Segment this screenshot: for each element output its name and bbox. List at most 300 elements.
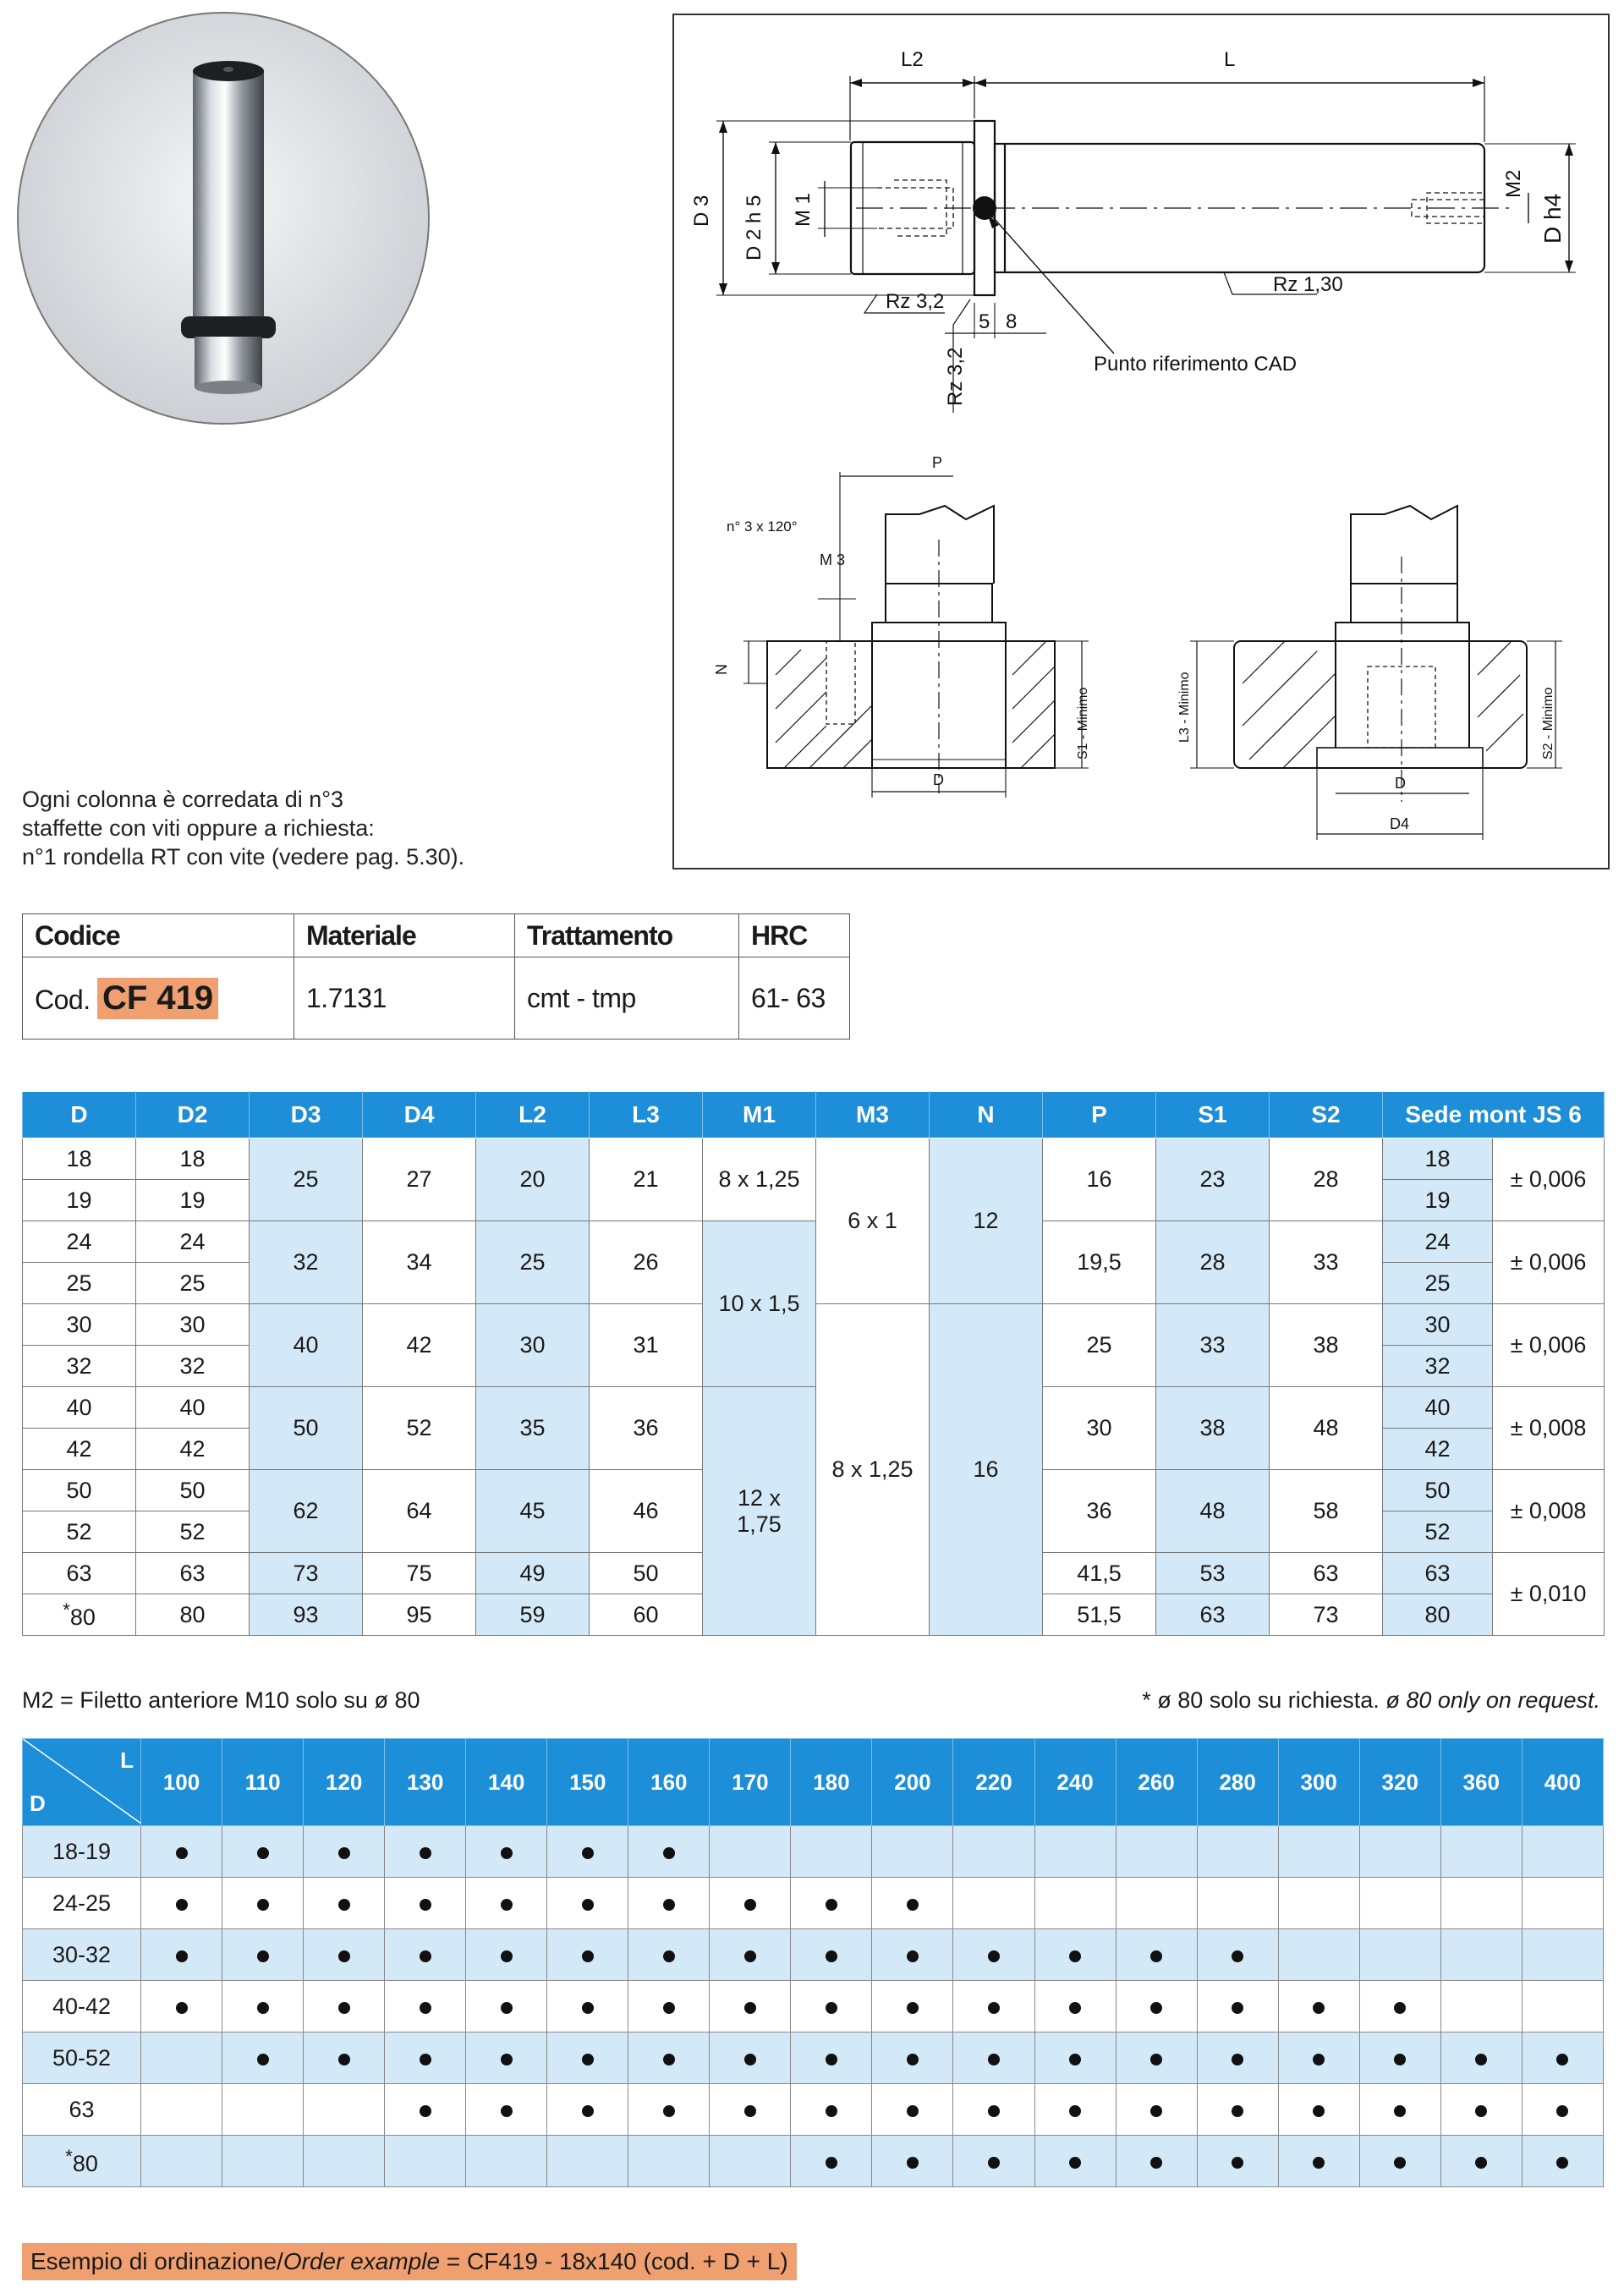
availability-cell — [141, 1929, 222, 1981]
cell-S1: 33 — [1156, 1304, 1270, 1387]
availability-cell — [1278, 1878, 1359, 1929]
order-rest: = CF419 - 18x140 (cod. + D + L) — [440, 2248, 788, 2274]
cell-S2: 48 — [1270, 1387, 1383, 1470]
available-dot — [1394, 2002, 1406, 2014]
available-dot — [420, 2054, 431, 2065]
cell-L2: 20 — [476, 1138, 590, 1221]
availability-cell — [1034, 2032, 1116, 2084]
star-note-it: * ø 80 solo su richiesta. — [1142, 1687, 1380, 1713]
cell-L3: 50 — [590, 1553, 703, 1594]
availability-cell — [628, 2084, 710, 2136]
availability-cell — [1034, 1826, 1116, 1878]
availability-cell — [1197, 2136, 1278, 2187]
available-dot — [582, 2054, 594, 2065]
availability-cell — [872, 2136, 953, 2187]
dim-N: N — [713, 664, 730, 675]
available-dot — [176, 1847, 188, 1859]
product-code: CF 419 — [97, 978, 218, 1019]
availability-row — [23, 1929, 1604, 1981]
available-dot — [1475, 2157, 1487, 2169]
available-dot — [501, 1899, 513, 1911]
available-dot — [907, 2157, 919, 2169]
availability-cell — [628, 1981, 710, 2032]
cell-P: 30 — [1043, 1387, 1156, 1470]
availability-cell — [1440, 2032, 1522, 2084]
diameter-label — [23, 1878, 141, 1929]
available-dot — [582, 2002, 594, 2014]
dim-8: 8 — [1006, 310, 1018, 333]
availability-cell — [791, 1826, 872, 1878]
col-header: D — [23, 1092, 136, 1138]
availability-cell — [1197, 1878, 1278, 1929]
dim-rz32-vertical: Rz 3,2 — [944, 347, 967, 406]
length-header: 200 — [872, 1739, 953, 1826]
cell-sede: 32 — [1383, 1346, 1493, 1387]
order-it: Esempio di ordinazione/ — [30, 2248, 283, 2274]
cell-P: 51,5 — [1043, 1594, 1156, 1636]
available-dot — [1475, 2105, 1487, 2117]
availability-cell — [1034, 1929, 1116, 1981]
diameter-value: 30-32 — [52, 1941, 112, 1967]
length-header: 320 — [1359, 1739, 1440, 1826]
available-dot — [1313, 2105, 1325, 2117]
availability-cell — [710, 2032, 791, 2084]
availability-cell — [466, 1826, 547, 1878]
availability-cell — [872, 1826, 953, 1878]
header-codice: Codice — [23, 914, 294, 957]
order-en: Order example — [283, 2248, 441, 2274]
cell-D: 32 — [23, 1346, 136, 1387]
diameter-label — [23, 2084, 141, 2136]
available-dot — [1150, 2157, 1162, 2169]
available-dot — [257, 1899, 269, 1911]
available-dot — [1069, 2105, 1081, 2117]
availability-cell — [547, 1826, 628, 1878]
cell-P: 16 — [1043, 1138, 1156, 1221]
cell-sede: 18 — [1383, 1138, 1493, 1180]
availability-cell — [953, 1826, 1034, 1878]
cell-L3: 31 — [590, 1304, 703, 1387]
dim-M3: M 3 — [820, 551, 846, 568]
diameter-value: 18-19 — [52, 1838, 112, 1864]
col-header: D4 — [363, 1092, 476, 1138]
availability-row — [23, 2032, 1604, 2084]
cell-L3: 36 — [590, 1387, 703, 1470]
availability-cell — [1522, 2136, 1603, 2187]
dim-D2h5: D 2 h 5 — [743, 195, 765, 261]
cell-D2: 50 — [136, 1470, 250, 1511]
cell-M1 — [703, 1387, 816, 1636]
cell-P: 36 — [1043, 1470, 1156, 1553]
cell-D2: 24 — [136, 1221, 250, 1263]
corner-D: D — [30, 1791, 46, 1816]
available-dot — [420, 1847, 431, 1859]
availability-cell — [385, 1826, 466, 1878]
cell-D3: 40 — [250, 1304, 363, 1387]
cell-L2: 59 — [476, 1594, 590, 1636]
cell-sede: 50 — [1383, 1470, 1493, 1511]
availability-cell — [1278, 1929, 1359, 1981]
availability-cell — [791, 2136, 872, 2187]
availability-cell — [466, 1878, 547, 1929]
availability-cell — [872, 1878, 953, 1929]
cell-sede: 63 — [1383, 1553, 1493, 1594]
available-dot — [1556, 2054, 1568, 2065]
cell-D4: 42 — [363, 1304, 476, 1387]
availability-cell — [222, 2084, 304, 2136]
dim-D-left: D — [933, 771, 944, 788]
cell-D4: 52 — [363, 1387, 476, 1470]
availability-cell — [872, 1929, 953, 1981]
availability-row — [23, 1878, 1604, 1929]
star-note — [1142, 1687, 1600, 1714]
cell-sede: 52 — [1383, 1511, 1493, 1553]
cell-D2: 30 — [136, 1304, 250, 1346]
col-header: L2 — [476, 1092, 590, 1138]
availability-cell — [304, 1929, 385, 1981]
available-dot — [420, 1899, 431, 1911]
dimensions-table — [22, 1091, 1605, 1636]
available-dot — [744, 1899, 756, 1911]
availability-cell — [304, 1826, 385, 1878]
length-header: 130 — [385, 1739, 466, 1826]
availability-cell — [710, 2084, 791, 2136]
length-header: 220 — [953, 1739, 1034, 1826]
cell-D3: 73 — [250, 1553, 363, 1594]
cod-prefix: Cod. — [35, 984, 91, 1015]
availability-cell — [385, 1929, 466, 1981]
col-header-sede: Sede mont JS 6 — [1383, 1092, 1605, 1138]
dim-M1: M 1 — [792, 192, 815, 227]
available-dot — [663, 1899, 675, 1911]
diameter-value: 80 — [72, 2150, 98, 2176]
available-dot — [1232, 2002, 1243, 2014]
availability-cell — [1278, 2136, 1359, 2187]
cell-L3: 60 — [590, 1594, 703, 1636]
availability-cell — [1116, 1929, 1197, 1981]
dim-M2: M2 — [1502, 169, 1525, 198]
length-header: 140 — [466, 1739, 547, 1826]
availability-cell — [547, 1929, 628, 1981]
product-photo — [15, 10, 431, 426]
m1-line: 12 x — [737, 1484, 782, 1511]
availability-cell — [1440, 1878, 1522, 1929]
star-mark: * — [65, 2145, 73, 2167]
availability-cell — [466, 2136, 547, 2187]
availability-cell — [1197, 1981, 1278, 2032]
availability-cell — [1116, 1878, 1197, 1929]
available-dot — [1313, 2002, 1325, 2014]
availability-cell — [547, 2136, 628, 2187]
cell-D2: 42 — [136, 1429, 250, 1470]
availability-cell — [466, 1981, 547, 2032]
availability-cell — [1359, 2136, 1440, 2187]
cell-P: 19,5 — [1043, 1221, 1156, 1304]
cell-D3: 25 — [250, 1138, 363, 1221]
dim-P: P — [932, 454, 943, 471]
availability-cell — [1278, 2032, 1359, 2084]
availability-cell — [710, 1981, 791, 2032]
availability-cell — [710, 2136, 791, 2187]
availability-cell — [1116, 2032, 1197, 2084]
dim-D3: D 3 — [690, 195, 713, 227]
cell-D4: 34 — [363, 1221, 476, 1304]
diameter-value: 40-42 — [52, 1993, 112, 2019]
dim-Dh4: D h4 — [1539, 193, 1566, 244]
available-dot — [826, 2054, 837, 2065]
cell-tolerance: ± 0,006 — [1493, 1221, 1605, 1304]
cell-D: 50 — [23, 1470, 136, 1511]
cell-N: 12 — [930, 1138, 1043, 1304]
availability-cell — [304, 2032, 385, 2084]
accessory-note — [22, 785, 631, 871]
availability-cell — [953, 2136, 1034, 2187]
availability-cell — [1034, 1981, 1116, 2032]
availability-cell — [1522, 1981, 1603, 2032]
cell-S2: 58 — [1270, 1470, 1383, 1553]
availability-cell — [628, 2032, 710, 2084]
available-dot — [257, 1950, 269, 1962]
cell-tolerance: ± 0,008 — [1493, 1470, 1605, 1553]
col-header: S1 — [1156, 1092, 1270, 1138]
availability-row — [23, 2084, 1604, 2136]
availability-cell — [222, 1929, 304, 1981]
cell-M3: 8 x 1,25 — [816, 1304, 930, 1636]
availability-cell — [304, 1878, 385, 1929]
available-dot — [257, 1847, 269, 1859]
cell-D-value: 80 — [69, 1604, 96, 1630]
availability-cell — [628, 2136, 710, 2187]
cell-sede: 80 — [1383, 1594, 1493, 1636]
cell-L2: 35 — [476, 1387, 590, 1470]
availability-cell — [791, 1929, 872, 1981]
length-header: 160 — [628, 1739, 710, 1826]
available-dot — [582, 1847, 594, 1859]
availability-cell — [304, 1981, 385, 2032]
col-header: S2 — [1270, 1092, 1383, 1138]
cell-D4: 95 — [363, 1594, 476, 1636]
cell-S1: 38 — [1156, 1387, 1270, 1470]
col-header: M3 — [816, 1092, 930, 1138]
cell-L2: 49 — [476, 1553, 590, 1594]
cell-sede: 25 — [1383, 1263, 1493, 1304]
order-example — [22, 2243, 797, 2280]
availability-cell — [1522, 2032, 1603, 2084]
cell-D: 19 — [23, 1180, 136, 1221]
availability-row — [23, 1981, 1604, 2032]
available-dot — [501, 1847, 513, 1859]
cell-D2: 40 — [136, 1387, 250, 1429]
available-dot — [663, 2002, 675, 2014]
availability-cell — [791, 2084, 872, 2136]
availability-cell — [791, 1878, 872, 1929]
trattamento-value: cmt - tmp — [515, 957, 739, 1040]
length-header: 100 — [141, 1739, 222, 1826]
cell-D2: 18 — [136, 1138, 250, 1180]
cell-tolerance: ± 0,010 — [1493, 1553, 1605, 1636]
availability-cell — [1359, 1878, 1440, 1929]
availability-cell — [141, 2136, 222, 2187]
availability-cell — [222, 1981, 304, 2032]
availability-cell — [1440, 1826, 1522, 1878]
availability-cell — [872, 2084, 953, 2136]
available-dot — [338, 2002, 350, 2014]
available-dot — [501, 2054, 513, 2065]
availability-cell — [628, 1826, 710, 1878]
availability-cell — [1034, 1878, 1116, 1929]
availability-cell — [872, 1981, 953, 2032]
cell-D: 63 — [23, 1553, 136, 1594]
diameter-value: 50-52 — [52, 2044, 112, 2071]
available-dot — [1475, 2054, 1487, 2065]
availability-cell — [628, 1878, 710, 1929]
length-header: 170 — [710, 1739, 791, 1826]
available-dot — [420, 2105, 431, 2117]
availability-cell — [1359, 2032, 1440, 2084]
available-dot — [744, 2054, 756, 2065]
table-row — [23, 1138, 1605, 1180]
availability-cell — [1359, 1929, 1440, 1981]
available-dot — [1394, 2054, 1406, 2065]
available-dot — [907, 2002, 919, 2014]
availability-cell — [953, 1878, 1034, 1929]
availability-cell — [872, 2032, 953, 2084]
availability-cell — [1522, 1929, 1603, 1981]
cell-S1: 63 — [1156, 1594, 1270, 1636]
availability-cell — [710, 1826, 791, 1878]
available-dot — [257, 2054, 269, 2065]
available-dot — [1394, 2157, 1406, 2169]
col-header: L3 — [590, 1092, 703, 1138]
available-dot — [176, 2002, 188, 2014]
cell-D4: 75 — [363, 1553, 476, 1594]
length-header: 300 — [1278, 1739, 1359, 1826]
availability-cell — [1522, 1826, 1603, 1878]
available-dot — [1069, 1950, 1081, 1962]
availability-cell — [547, 1878, 628, 1929]
available-dot — [744, 2105, 756, 2117]
available-dot — [176, 1950, 188, 1962]
cell-L3: 21 — [590, 1138, 703, 1221]
available-dot — [1150, 2105, 1162, 2117]
cell-tolerance: ± 0,008 — [1493, 1387, 1605, 1470]
code-table — [22, 913, 850, 1040]
available-dot — [1150, 2054, 1162, 2065]
cell-D: 30 — [23, 1304, 136, 1346]
cell-L3: 46 — [590, 1470, 703, 1553]
dim-D-right: D — [1395, 775, 1406, 792]
m1-line: 1,75 — [737, 1511, 782, 1537]
dim-5: 5 — [979, 310, 990, 333]
length-header: 150 — [547, 1739, 628, 1826]
availability-cell — [1197, 2084, 1278, 2136]
cell-D2: 19 — [136, 1180, 250, 1221]
available-dot — [988, 2105, 1000, 2117]
availability-cell — [791, 2032, 872, 2084]
col-header: D3 — [250, 1092, 363, 1138]
availability-cell — [710, 1929, 791, 1981]
cell-S2: 33 — [1270, 1221, 1383, 1304]
availability-cell — [385, 1878, 466, 1929]
cell-D3: 32 — [250, 1221, 363, 1304]
cell-D: 40 — [23, 1387, 136, 1429]
star-mark: * — [63, 1599, 70, 1621]
availability-cell — [1359, 1826, 1440, 1878]
cell-S2: 28 — [1270, 1138, 1383, 1221]
length-header: 120 — [304, 1739, 385, 1826]
availability-cell — [222, 1826, 304, 1878]
m2-note: M2 = Filetto anteriore M10 solo su ø 80 — [22, 1687, 420, 1713]
available-dot — [1313, 2157, 1325, 2169]
available-dot — [1232, 1950, 1243, 1962]
available-dot — [1232, 2105, 1243, 2117]
availability-cell — [385, 2032, 466, 2084]
available-dot — [826, 1899, 837, 1911]
availability-cell — [953, 2032, 1034, 2084]
available-dot — [1150, 2002, 1162, 2014]
cell-S2: 73 — [1270, 1594, 1383, 1636]
col-header: P — [1043, 1092, 1156, 1138]
availability-cell — [385, 2084, 466, 2136]
available-dot — [826, 1950, 837, 1962]
cell-P: 41,5 — [1043, 1553, 1156, 1594]
available-dot — [826, 2002, 837, 2014]
availability-cell — [1359, 1981, 1440, 2032]
diameter-label — [23, 1826, 141, 1878]
note-line: Ogni colonna è corredata di n°3 — [22, 787, 344, 812]
available-dot — [176, 1899, 188, 1911]
cell-D3: 50 — [250, 1387, 363, 1470]
cell-S1: 28 — [1156, 1221, 1270, 1304]
dim-rz32: Rz 3,2 — [886, 290, 945, 313]
availability-cell — [1034, 2084, 1116, 2136]
availability-cell — [1034, 2136, 1116, 2187]
cell-D: 18 — [23, 1138, 136, 1180]
cad-reference-label: Punto riferimento CAD — [1094, 353, 1298, 376]
available-dot — [1232, 2054, 1243, 2065]
table-row — [23, 1387, 1605, 1429]
star-note-en: ø 80 only on request. — [1385, 1687, 1600, 1713]
cell-M1: 10 x 1,5 — [703, 1221, 816, 1387]
available-dot — [582, 2105, 594, 2117]
cell-D3: 62 — [250, 1470, 363, 1553]
cell-S2: 38 — [1270, 1304, 1383, 1387]
available-dot — [663, 1950, 675, 1962]
availability-cell — [222, 2136, 304, 2187]
cell-tolerance: ± 0,006 — [1493, 1304, 1605, 1387]
availability-cell — [304, 2136, 385, 2187]
available-dot — [988, 2157, 1000, 2169]
cell-S1: 48 — [1156, 1470, 1270, 1553]
availability-cell — [1278, 1981, 1359, 2032]
available-dot — [1150, 1950, 1162, 1962]
available-dot — [744, 2002, 756, 2014]
cell-D: 52 — [23, 1511, 136, 1553]
availability-cell — [141, 2032, 222, 2084]
available-dot — [907, 1899, 919, 1911]
availability-cell — [1278, 1826, 1359, 1878]
cell-D: 24 — [23, 1221, 136, 1263]
cell-sede: 19 — [1383, 1180, 1493, 1221]
available-dot — [1394, 2105, 1406, 2117]
available-dot — [582, 1950, 594, 1962]
available-dot — [257, 2002, 269, 2014]
available-dot — [1232, 2157, 1243, 2169]
cell-L2: 45 — [476, 1470, 590, 1553]
availability-cell — [1197, 1929, 1278, 1981]
dim-S1: S1 - Minimo — [1076, 687, 1090, 760]
availability-cell — [547, 2084, 628, 2136]
